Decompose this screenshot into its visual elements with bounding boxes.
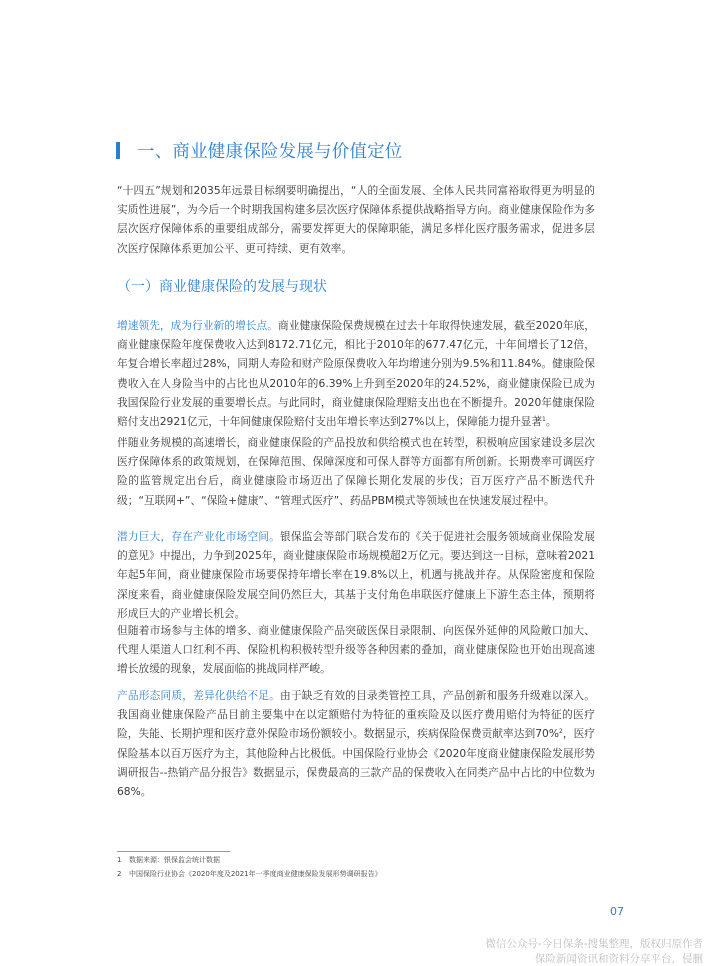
footnote-2: [117, 869, 382, 879]
footnote-ref: 1: [542, 416, 546, 423]
paragraph-lead: 产品形态同质，差异化供给不足。: [117, 689, 280, 702]
footnote-divider: [117, 851, 230, 852]
paragraph-potential: [117, 527, 595, 623]
footnote-text: 数据来源：银保监会统计数据: [129, 856, 220, 864]
paragraph-homogeneity: [117, 686, 595, 801]
paragraph-lead: 增速领先，成为行业新的增长点。: [117, 319, 278, 332]
section-title: 一、商业健康保险发展与价值定位: [137, 138, 403, 163]
paragraph-body: 银保监会等部门联合发布的《关于促进社会服务领域商业保险发展的意见》中提出，力争到2025年，商业健康保险市场规模超2万亿元。要达到这一目标，意味着2021年起5年间，商业健康保险市场要保持年增长率在19.8%以上，机遇与挑战并存。从保险密度和保险深度来看，商业健康保险发展空间仍然巨大，其基于支付角色串联医疗健康上下游生态主体，预期将形成巨大的产业增长机会。: [117, 530, 595, 620]
paragraph-lead: 潜力巨大，存在产业化市场空间。: [117, 530, 280, 543]
paragraph-end: 。: [546, 415, 557, 428]
watermark-line-2: 保险新闻资讯和资料分享平台，侵删: [485, 952, 703, 966]
page-number: 07: [610, 905, 624, 918]
paragraph-transformation: 伴随业务规模的高速增长，商业健康保险的产品投放和供给模式也在转型，积极响应国家建设多层次医疗保障体系的政策规划，在保障范围、保障深度和可保人群等方面都有所创新。长期费率可调医疗险的监管规定出台后，商业健康险市场迈出了保障长期化发展的步伐；百万医疗产品不断迭代升级；“互联网+”、“保险+健康”、“管理式医疗”、药品PBM模式等领域也在快速发展过程中。: [117, 433, 595, 510]
paragraph-body: 由于缺乏有效的目录类管控工具，产品创新和服务升级难以深入。我国商业健康保险产品目前主要集中在以定额赔付为特征的重疾险及以医疗费用赔付为特征的医疗险，失能、长期护理和医疗意外保险市场份额较小。数据显示，疾病保险保费贡献率达到70%: [117, 689, 595, 740]
paragraph-challenges: 但随着市场参与主体的增多、商业健康保险产品突破医保目录限制、向医保外延伸的风险敞口加大、代理人渠道人口红利不再、保险机构积极转型升级等各种因素的叠加，商业健康保险也开始出现高速增长放缓的现象，发展面临的挑战同样严峻。: [117, 621, 595, 679]
subsection-title: （一）商业健康保险的发展与现状: [117, 276, 327, 296]
paragraph-growth: [117, 316, 595, 431]
footnote-number: 1: [117, 856, 129, 864]
section-marker-bar: [116, 142, 120, 159]
watermark-line-1: 微信公众号-今日保条-搜集整理，版权归原作者: [485, 937, 703, 952]
footnote-ref: 2: [559, 728, 563, 735]
paragraph-body-cont: ，医疗保险基本以百万医疗为主，其他险种占比极低。中国保险行业协会《2020年度商业健康保险发展形势调研报告--热销产品分报告》数据显示，保费最高的三款产品的保费收入在同类产品中占比的中位数为68%。: [117, 727, 595, 798]
watermark: [485, 937, 703, 966]
intro-paragraph: “十四五”规划和2035年远景目标纲要明确提出，“人的全面发展、全体人民共同富裕取得更为明显的实质性进展”，为今后一个时期我国构建多层次医疗保障体系提供战略指导方向。商业健康保险作为多层次医疗保障体系的重要组成部分，需要发挥更大的保障职能，满足多样化医疗服务需求，促进多层次医疗保障体系更加公平、更可持续、更有效率。: [117, 181, 595, 258]
footnote-text: 中国保险行业协会《2020年度及2021年一季度商业健康保险发展形势调研报告》: [129, 870, 382, 878]
footnote-number: 2: [117, 870, 129, 878]
paragraph-body: 商业健康保险保费规模在过去十年取得快速发展，截至2020年底，商业健康保险年度保费收入达到8172.71亿元，相比于2010年的677.47亿元，十年间增长了12倍，年复合增长率超过28%，同期人寿险和财产险原保费收入年均增速分别为9.5%和11.84%。健康险保费收入在人身险当中的占比也从2010年的6.39%上升到至2020年的24.52%，商业健康保险已成为我国保险行业发展的重要增长点。与此同时，商业健康保险理赔支出也在不断提升。2020年健康保险赔付支出2921亿元，十年间健康保险赔付支出年增长率达到27%以上，保障能力提升显著: [117, 319, 595, 428]
footnote-1: [117, 855, 220, 865]
